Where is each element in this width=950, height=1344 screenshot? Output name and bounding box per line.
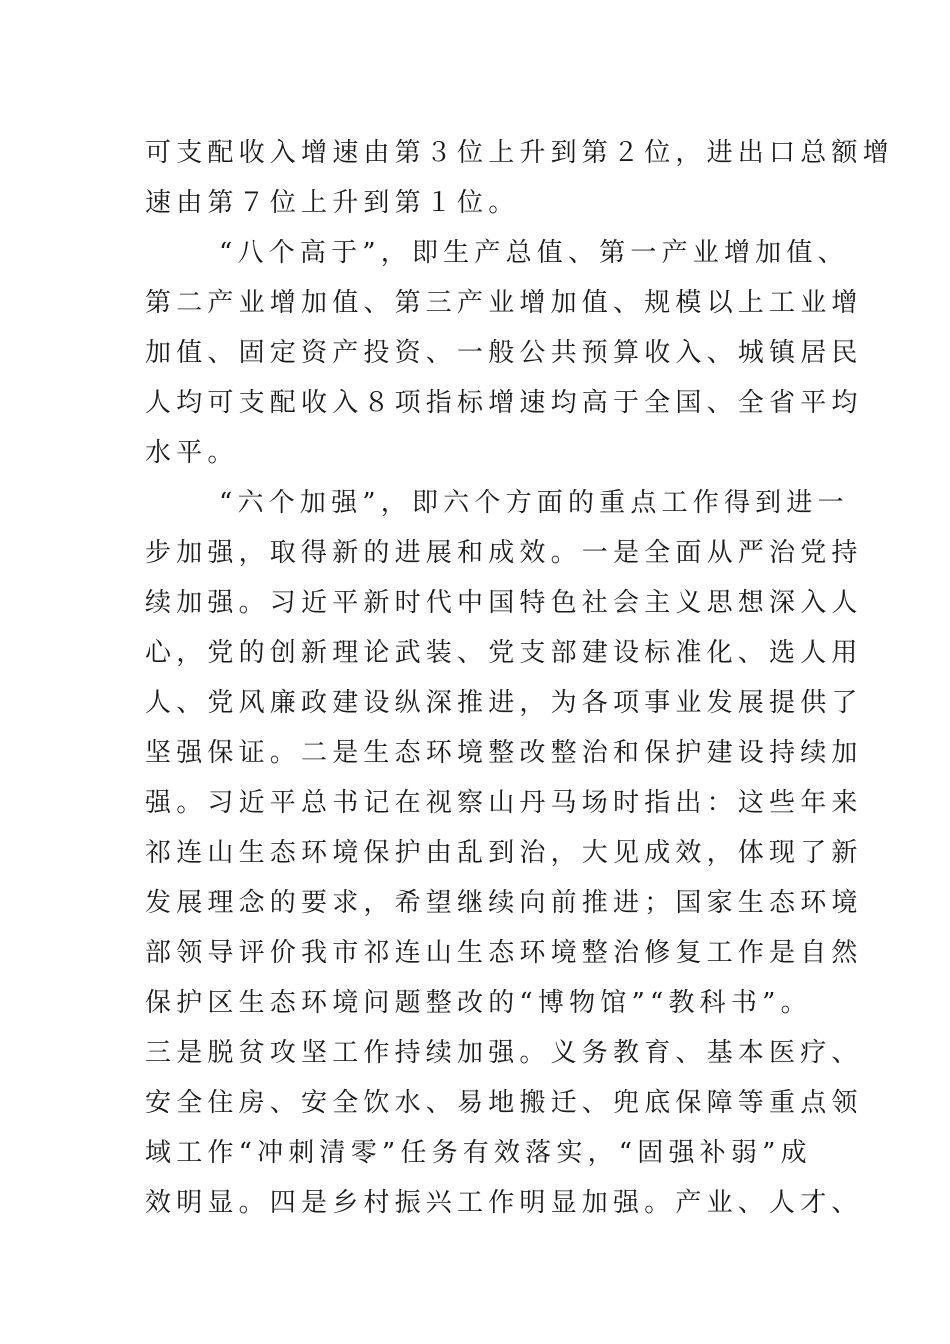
text-line: 心，党的创新理论武装、党支部建设标准化、选人用 (145, 638, 863, 668)
text-line: “六个加强”，即六个方面的重点工作得到进一 (219, 488, 849, 518)
text-line: 人、党风廉政建设纵深推进，为各项事业发展提供了 (145, 688, 863, 718)
text-line: 可支配收入增速由第３位上升到第２位，进出口总额增 (145, 138, 894, 168)
text-line: 人均可支配收入８项指标增速均高于全国、全省平均 (145, 388, 863, 418)
paragraph-2 (145, 228, 863, 478)
text-line: 速由第７位上升到第１位。 (145, 188, 520, 218)
text-line: 部领导评价我市祁连山生态环境整治修复工作是自然 (145, 938, 863, 968)
text-line: 域工作“冲刺清零”任务有效落实，“固强补弱”成 (145, 1138, 812, 1168)
text-line: 发展理念的要求，希望继续向前推进；国家生态环境 (145, 888, 863, 918)
text-line: 三是脱贫攻坚工作持续加强。义务教育、基本医疗、 (145, 1038, 863, 1068)
text-line: 步加强，取得新的进展和成效。一是全面从严治党持 (145, 538, 863, 568)
text-line: 续加强。习近平新时代中国特色社会主义思想深入人 (145, 588, 863, 618)
text-line: 安全住房、安全饮水、易地搬迁、兜底保障等重点领 (145, 1088, 863, 1118)
text-line: “八个高于”，即生产总值、第一产业增加值、 (219, 238, 849, 268)
text-line: 加值、固定资产投资、一般公共预算收入、城镇居民 (145, 338, 863, 368)
text-line: 水平。 (145, 438, 239, 468)
text-line: 祁连山生态环境保护由乱到治，大见成效，体现了新 (145, 838, 863, 868)
text-line: 保护区生态环境问题整改的“博物馆”“教科书”。 (145, 988, 812, 1018)
paragraph-3 (145, 478, 863, 1228)
body-text (145, 128, 894, 1228)
paragraph-1 (145, 128, 894, 228)
text-line: 效明显。四是乡村振兴工作明显加强。产业、人才、 (145, 1188, 863, 1218)
text-line: 坚强保证。二是生态环境整改整治和保护建设持续加 (145, 738, 863, 768)
text-line: 第二产业增加值、第三产业增加值、规模以上工业增 (145, 288, 863, 318)
text-line: 强。习近平总书记在视察山丹马场时指出：这些年来 (145, 788, 863, 818)
